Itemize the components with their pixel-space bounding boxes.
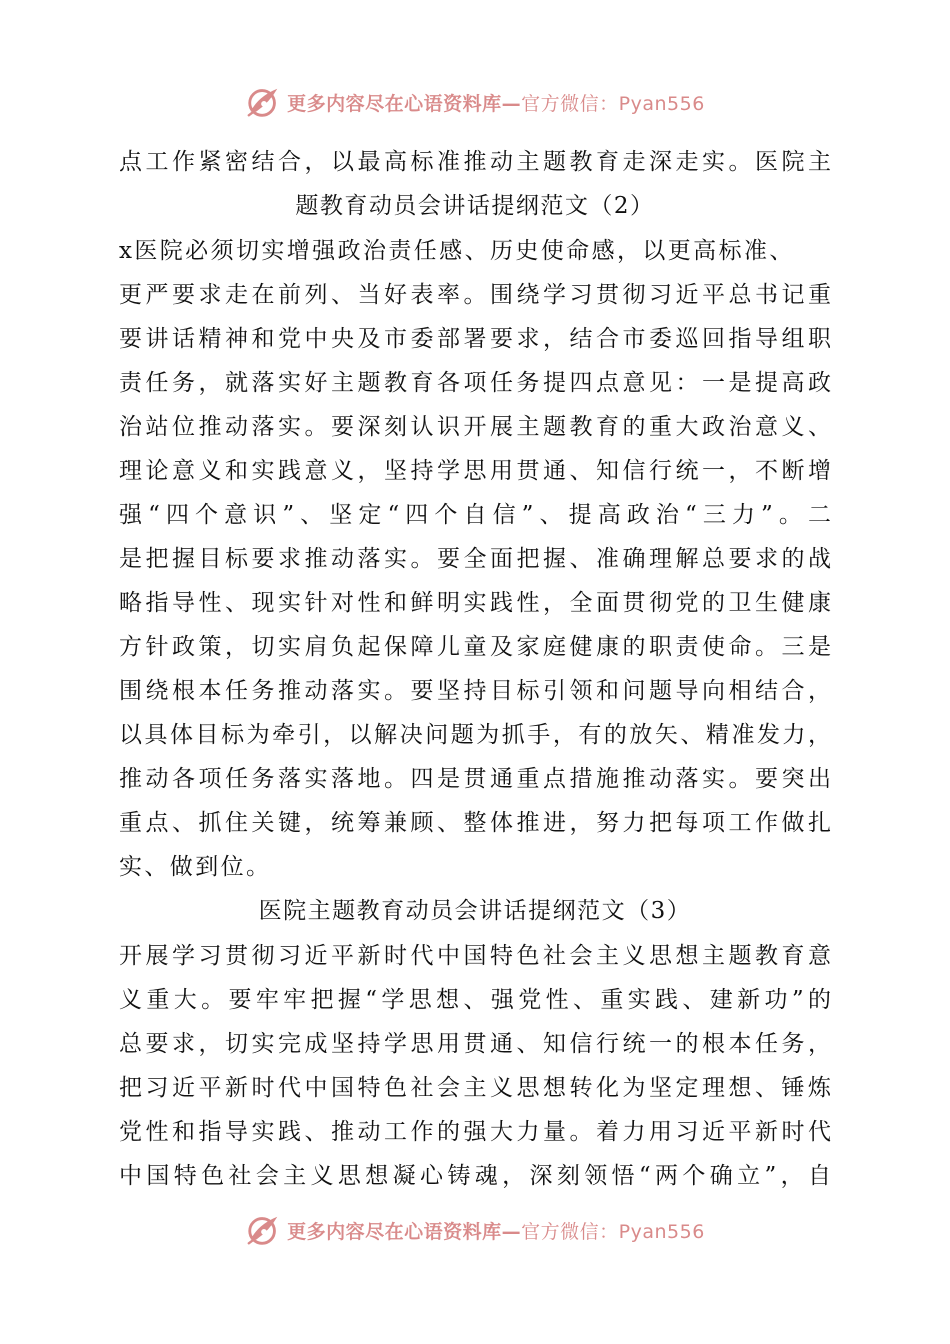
text-line: 义重大。要牢牢把握“学思想、强党性、重实践、建新功”的 — [119, 987, 831, 1013]
text-line: 推动各项任务落实落地。四是贯通重点措施推动落实。要突出 — [119, 766, 831, 792]
footer-banner-text: 更多内容尽在心语资料库—官方微信：Pyan556 — [287, 1220, 705, 1243]
text-line: 重点、抓住关键，统筹兼顾、整体推进，努力把每项工作做扎 — [119, 810, 831, 836]
text-line: 中国特色社会主义思想凝心铸魂，深刻领悟“两个确立”，自 — [119, 1163, 831, 1189]
header-banner-text: 更多内容尽在心语资料库—官方微信：Pyan556 — [287, 92, 705, 115]
text-line: 以具体目标为牵引，以解决问题为抓手，有的放矢、精准发力， — [119, 722, 831, 748]
text-line: 更严要求走在前列、当好表率。围绕学习贯彻习近平总书记重 — [119, 282, 831, 308]
text-line: x医院必须切实增强政治责任感、历史使命感，以更高标准、 — [119, 238, 795, 264]
text-line: 总要求，切实完成坚持学思用贯通、知信行统一的根本任务， — [119, 1031, 831, 1057]
pen-logo-icon — [245, 1211, 283, 1249]
text-line: 强“四个意识”、坚定“四个自信”、提高政治“三力”。二 — [119, 502, 831, 528]
text-line: 围绕根本任务推动落实。要坚持目标引领和问题导向相结合， — [119, 678, 831, 704]
footer-banner — [0, 1208, 950, 1252]
text-line: 略指导性、现实针对性和鲜明实践性，全面贯彻党的卫生健康 — [119, 590, 831, 616]
text-line: 开展学习贯彻习近平新时代中国特色社会主义思想主题教育意 — [119, 943, 831, 969]
text-line: 党性和指导实践、推动工作的强大力量。着力用习近平新时代 — [119, 1119, 831, 1145]
header-banner — [0, 80, 950, 124]
document-body — [119, 140, 831, 1198]
text-line: 实、做到位。 — [119, 854, 272, 880]
section-title: 题教育动员会讲话提纲范文（2） — [295, 193, 655, 219]
text-line: 治站位推动落实。要深刻认识开展主题教育的重大政治意义、 — [119, 414, 831, 440]
text-line: 理论意义和实践意义，坚持学思用贯通、知信行统一，不断增 — [119, 458, 831, 484]
text-line: 要讲话精神和党中央及市委部署要求，结合市委巡回指导组职 — [119, 326, 831, 352]
text-line: 把习近平新时代中国特色社会主义思想转化为坚定理想、锤炼 — [119, 1075, 831, 1101]
text-line: 点工作紧密结合，以最高标准推动主题教育走深走实。医院主 — [119, 149, 831, 175]
text-line: 责任务，就落实好主题教育各项任务提四点意见：一是提高政 — [119, 370, 831, 396]
pen-logo-icon — [245, 83, 283, 121]
text-line: 方针政策，切实肩负起保障儿童及家庭健康的职责使命。三是 — [119, 634, 831, 660]
section-title: 医院主题教育动员会讲话提纲范文（3） — [258, 898, 692, 924]
text-line: 是把握目标要求推动落实。要全面把握、准确理解总要求的战 — [119, 546, 831, 572]
